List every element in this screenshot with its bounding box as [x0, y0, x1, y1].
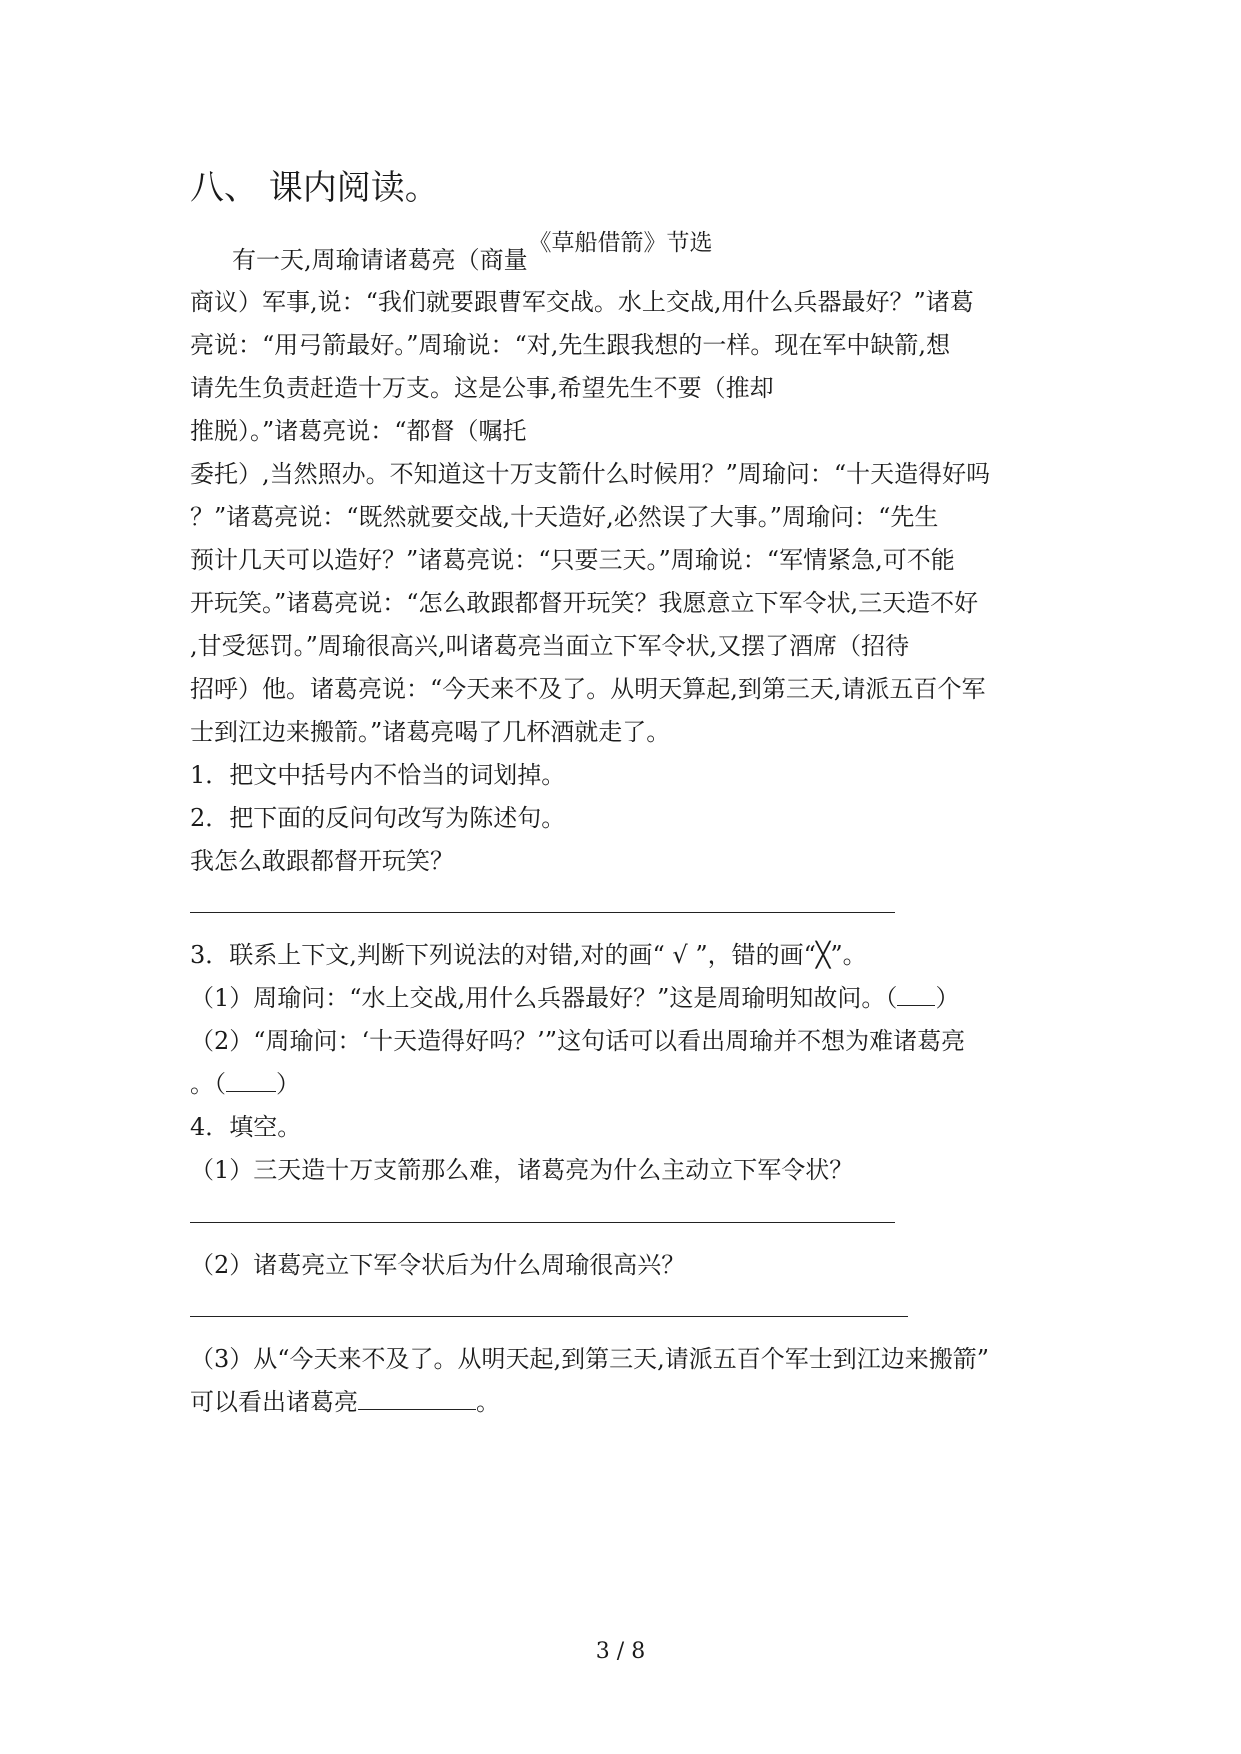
answer-blank-3-1[interactable]	[897, 983, 935, 1006]
answer-blank-3-2[interactable]	[226, 1069, 276, 1092]
passage-line: 亮说：“用弓箭最好。”周瑜说：“对,先生跟我想的一样。现在军中缺箭,想	[190, 331, 951, 359]
question-4-1: （1）三天造十万支箭那么难，诸葛亮为什么主动立下军令状？	[190, 1156, 854, 1184]
question-3-1-text: （1）周瑜问：“水上交战,用什么兵器最好？”这是周瑜明知故问。（	[190, 984, 898, 1012]
question-3: 3．联系上下文,判断下列说法的对错,对的画“ √ ”，错的画“╳”。	[190, 941, 867, 969]
question-1: 1．把文中括号内不恰当的词划掉。	[190, 761, 566, 789]
passage-line: ,甘受惩罚。”周瑜很高兴,叫诸葛亮当面立下军令状,又摆了酒席（招待	[190, 632, 910, 660]
passage-line: 委托）,当然照办。不知道这十万支箭什么时候用？”周瑜问：“十天造得好吗	[190, 460, 991, 488]
passage-line: 招呼）他。诸葛亮说：“今天来不及了。从明天算起,到第三天,请派五百个军	[190, 675, 986, 703]
passage-title: 《草船借箭》节选	[528, 230, 713, 256]
passage-line: 预计几天可以造好？”诸葛亮说：“只要三天。”周瑜说：“军情紧急,可不能	[190, 546, 955, 574]
question-2: 2．把下面的反问句改写为陈述句。	[190, 804, 566, 832]
passage-line: 开玩笑。”诸葛亮说：“怎么敢跟都督开玩笑？我愿意立下军令状,三天造不好	[190, 589, 979, 617]
passage-line: 推脱）。”诸葛亮说：“都督（嘱托	[190, 417, 527, 445]
question-3-2-cont	[190, 1069, 300, 1099]
section-heading: 八、 课内阅读。	[190, 168, 439, 208]
answer-line-4-1[interactable]	[190, 1222, 895, 1223]
question-4-3-cont	[190, 1387, 500, 1417]
answer-line-q2[interactable]	[190, 912, 895, 913]
question-4-3: （3）从“今天来不及了。从明天起,到第三天,请派五百个军士到江边来搬箭”	[190, 1345, 990, 1373]
question-3-1-close: ）	[935, 984, 960, 1012]
page-number: 3 / 8	[595, 1639, 646, 1664]
answer-line-4-2[interactable]	[190, 1316, 908, 1317]
answer-blank-4-3[interactable]	[358, 1387, 476, 1410]
question-4-3-text: 可以看出诸葛亮	[190, 1388, 358, 1416]
question-4: 4．填空。	[190, 1113, 302, 1141]
question-2-sentence: 我怎么敢跟都督开玩笑？	[190, 847, 454, 875]
passage-line: 士到江边来搬箭。”诸葛亮喝了几杯酒就走了。	[190, 718, 671, 746]
question-3-2: （2）“周瑜问：‘十天造得好吗？’”这句话可以看出周瑜并不想为难诸葛亮	[190, 1027, 966, 1055]
question-3-2-open: 。（	[190, 1070, 226, 1098]
passage-line: 有一天,周瑜请诸葛亮（商量	[232, 246, 528, 274]
passage-line: ？”诸葛亮说：“既然就要交战,十天造好,必然误了大事。”周瑜问：“先生	[190, 503, 939, 531]
question-3-2-close: ）	[276, 1070, 300, 1098]
question-3-1	[190, 983, 959, 1013]
passage-line: 商议）军事,说：“我们就要跟曹军交战。水上交战,用什么兵器最好？”诸葛	[190, 288, 974, 316]
passage-line: 请先生负责赶造十万支。这是公事,希望先生不要（推却	[190, 374, 774, 402]
question-4-3-end: 。	[476, 1388, 500, 1416]
question-4-2: （2）诸葛亮立下军令状后为什么周瑜很高兴？	[190, 1251, 686, 1279]
